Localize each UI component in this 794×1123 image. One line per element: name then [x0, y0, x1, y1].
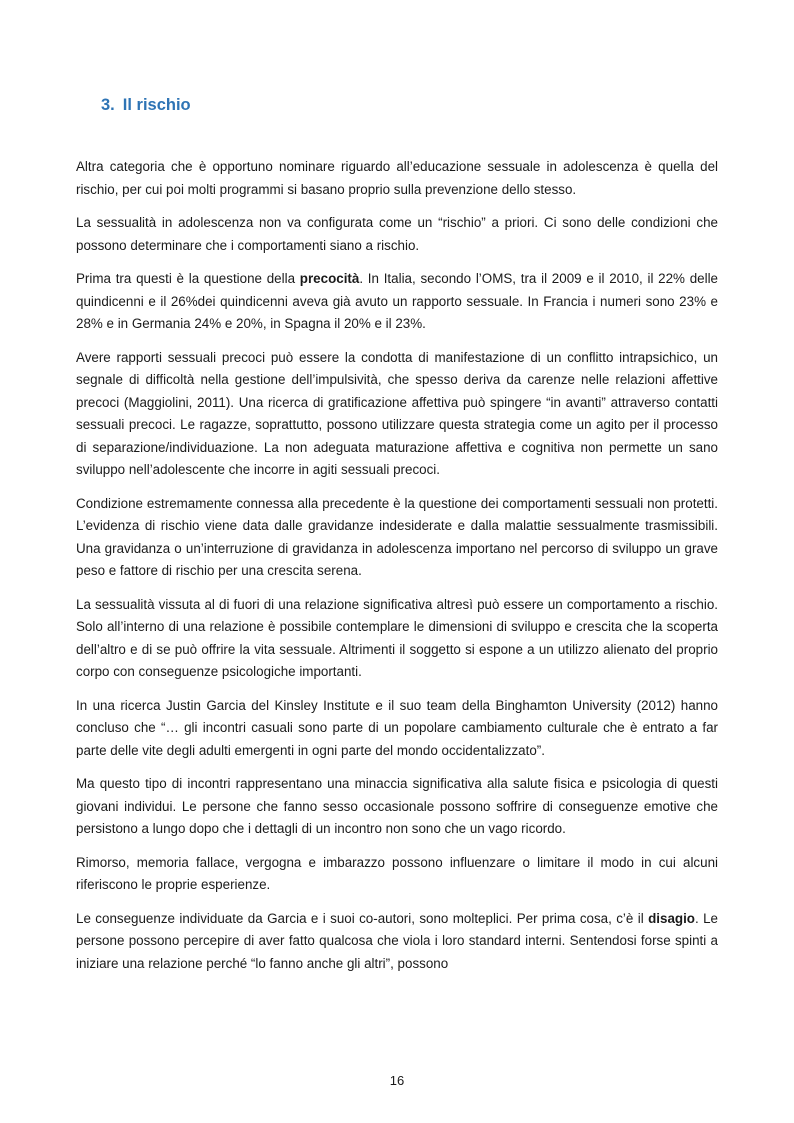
bold-term: disagio	[648, 910, 695, 926]
paragraph: Ma questo tipo di incontri rappresentano una minaccia significativa alla salute fisica e psicologia di questi giovani individui. Le persone che fanno sesso occasionale possono soffrire di conseguenze emotive che persistono a lungo dopo che i dettagli di un incontro non sono che un vago ricordo.	[76, 776, 718, 836]
paragraph: Condizione estremamente connessa alla precedente è la questione dei comportamenti sessuali non protetti. L’evidenza di rischio viene data dalle gravidanze indesiderate e dalla malattie sessualmente trasmissibili. Una gravidanza o un’interruzione di gravidanza in adolescenza importano nel percorso di sviluppo un grave peso e fattore di rischio per una crescita serena.	[76, 495, 718, 578]
page-number: 16	[389, 1073, 405, 1088]
paragraph: Rimorso, memoria fallace, vergogna e imbarazzo possono influenzare o limitare il modo in cui alcuni riferiscono le proprie esperienze.	[76, 854, 718, 892]
paragraph	[76, 268, 718, 336]
paragraph: Altra categoria che è opportuno nominare riguardo all’educazione sessuale in adolescenza è quella del rischio, per cui poi molti programmi si basano proprio sulla prevenzione dello stesso.	[76, 159, 718, 197]
paragraph: La sessualità vissuta al di fuori di una relazione significativa altresì può essere un comportamento a rischio. Solo all’interno di una relazione è possibile contemplare le dimensioni di sviluppo e crescita che la scoperta dell’altro e di se può offrire la vita sessuale. Altrimenti il soggetto si espone a un utilizzo alienato del proprio corpo con conseguenze psicologiche importanti.	[76, 596, 718, 679]
paragraph	[76, 908, 718, 976]
text-run: . In Italia, secondo l’OMS, tra il 2009 e il 2010, il 22% delle quindicenni e il 26%dei quindicenni aveva già avuto un rapporto sessuale. In Francia i numeri sono 23% e 28% e in Germania 24% e 20%, in Spagna il 20% e il 23%.	[76, 271, 719, 331]
text-run: Le conseguenze individuate da Garcia e i suoi co-autori, sono molteplici. Per prima cosa, c’è il	[76, 910, 649, 926]
section-heading	[101, 96, 191, 115]
paragraph: La sessualità in adolescenza non va configurata come un “rischio” a priori. Ci sono delle condizioni che possono determinare che i comportamenti siano a rischio.	[76, 215, 718, 253]
bold-term: precocità	[299, 271, 360, 286]
body-text	[76, 156, 718, 986]
text-run: . Le persone possono percepire di aver fatto qualcosa che viola i loro standard interni. Sentendosi forse spinti a iniziare una relazione perché “lo fanno anche gli altri”, possono	[76, 910, 718, 971]
section-number: 3.	[101, 96, 115, 114]
section-title: Il rischio	[122, 96, 191, 114]
paragraph: In una ricerca Justin Garcia del Kinsley Institute e il suo team della Binghamton University (2012) hanno concluso che “… gli incontri casuali sono parte di un popolare cambiamento culturale che è entrato a far parte delle vite degli adulti emergenti in ogni parte del mondo occidentalizzato”.	[76, 697, 718, 758]
paragraph: Avere rapporti sessuali precoci può essere la condotta di manifestazione di un conflitto intrapsichico, un segnale di difficoltà nella gestione dell’impulsività, che spesso deriva da carenze nelle relazioni affettive precoci (Maggiolini, 2011). Una ricerca di gratificazione affettiva può spingere “in avanti” attraverso contatti sessuali precoci. Le ragazze, soprattutto, possono utilizzare questa strategia come un agito per il processo di separazione/individuazione. La non adeguata maturazione affettiva e cognitiva non permette un sano sviluppo nell’adolescente che incorre in agiti sessuali precoci.	[76, 349, 718, 477]
text-run: Prima tra questi è la questione della	[76, 271, 300, 286]
